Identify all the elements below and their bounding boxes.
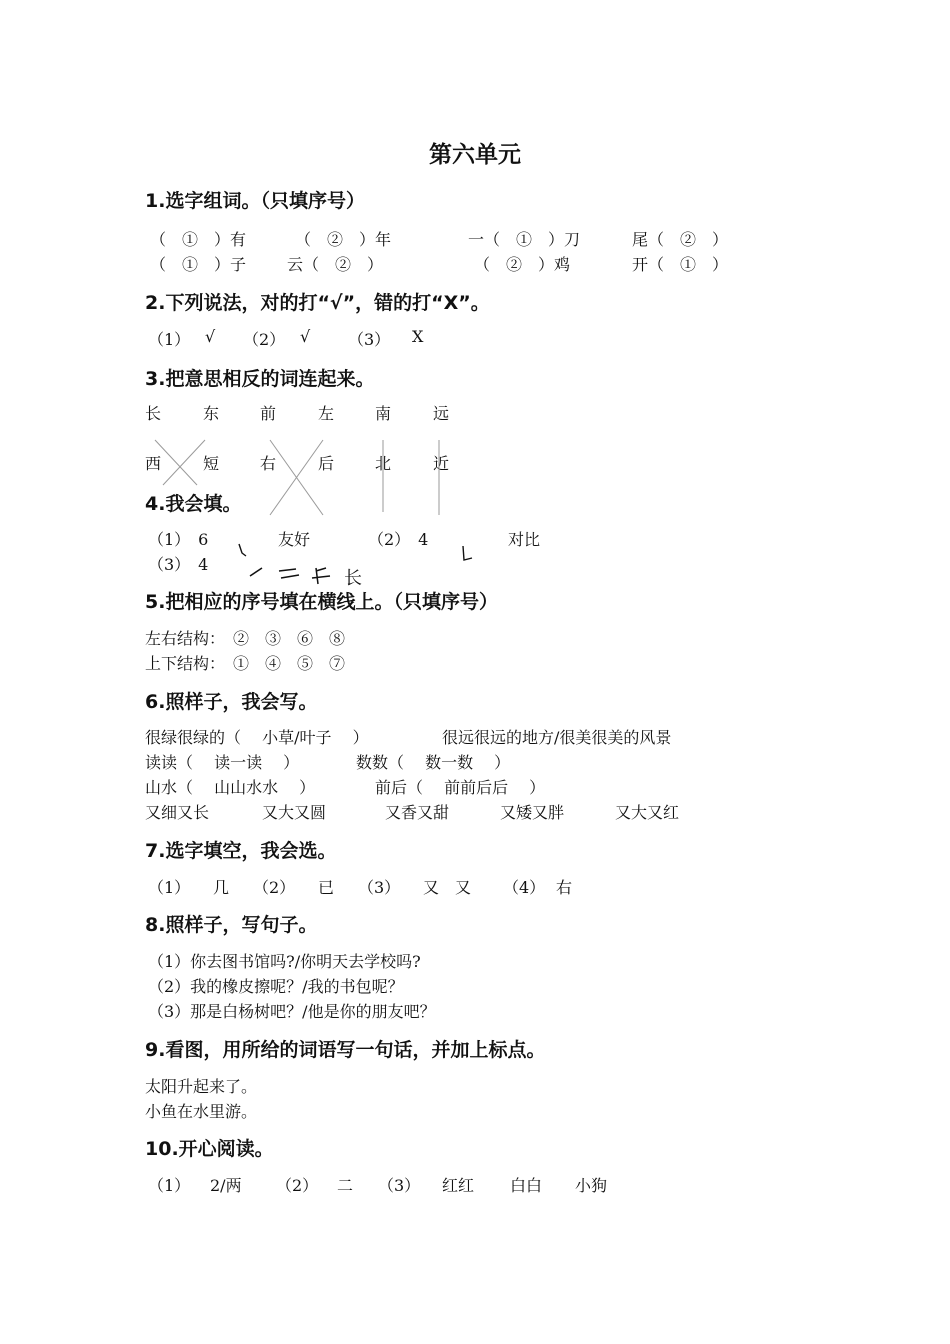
q10-answer: 2/两 [210, 1176, 242, 1195]
q1-item: （ ① ）有 [150, 230, 247, 249]
q1-item: （ ② ）鸡 [474, 255, 571, 274]
q6-item: 又细又长 [145, 803, 210, 822]
q8-line: （3）那是白杨树吧？/他是你的朋友吧？ [148, 1002, 436, 1021]
q6-heading: 6.照样子，我会写。 [145, 691, 318, 713]
q3-top-word: 长 [145, 404, 162, 423]
q6-item: 又大又圆 [262, 803, 327, 822]
q5-heading: 5.把相应的序号填在横线上。（只填序号） [145, 591, 498, 613]
q3-bottom-word: 后 [318, 454, 335, 473]
q3-bottom-word: 右 [260, 454, 277, 473]
q6-item: 又矮又胖 [500, 803, 565, 822]
q1-item: （ ① ）子 [150, 255, 247, 274]
page-title: 第六单元 [429, 142, 521, 168]
q7-answer: 几 [213, 878, 230, 897]
stroke-order-result: 长 [344, 568, 362, 589]
q1-item: 一（ ① ）刀 [468, 230, 581, 249]
q3-bottom-word: 近 [433, 454, 450, 473]
q1-item: 云（ ② ） [287, 255, 384, 274]
q7-answer: （1） [148, 878, 191, 897]
q5-line: 左右结构： ② ③ ⑥ ⑧ [145, 629, 346, 648]
q6-item: 又香又甜 [385, 803, 450, 822]
q3-top-word: 前 [260, 404, 277, 423]
q6-item: 前后（ 前前后后 ） [375, 778, 546, 797]
q3-top-word: 南 [375, 404, 392, 423]
q9-line: 小鱼在水里游。 [145, 1102, 258, 1121]
q10-answer: 红红 [442, 1176, 475, 1195]
q4-item: （1） 6 [148, 530, 209, 549]
q8-line: （2）我的橡皮擦呢？/我的书包呢？ [148, 977, 404, 996]
q8-heading: 8.照样子，写句子。 [145, 914, 318, 936]
q2-answer: （1） [148, 330, 191, 349]
q7-heading: 7.选字填空，我会选。 [145, 840, 337, 862]
q1-item: （ ② ）年 [295, 230, 392, 249]
q8-line: （1）你去图书馆吗?/你明天去学校吗? [148, 952, 421, 971]
q10-answer: 白白 [510, 1176, 543, 1195]
q3-top-word: 远 [433, 404, 450, 423]
q3-bottom-word: 短 [203, 454, 220, 473]
q5-line: 上下结构： ① ④ ⑤ ⑦ [145, 654, 346, 673]
q3-top-word: 左 [318, 404, 335, 423]
q7-answer: （2） [253, 878, 296, 897]
q3-bottom-word: 北 [375, 454, 392, 473]
q10-answer: （3） [378, 1176, 421, 1195]
q10-answer: 小狗 [575, 1176, 608, 1195]
q4-item: （2） 4 [368, 530, 429, 549]
q2-answer: √ [300, 327, 311, 346]
q10-answer: 二 [337, 1176, 354, 1195]
q10-answer: （1） [148, 1176, 191, 1195]
q3-top-word: 东 [203, 404, 220, 423]
q2-answer: （3） [348, 330, 391, 349]
q7-answer: （3） [358, 878, 401, 897]
q6-item: 数数（ 数一数 ） [356, 753, 511, 772]
q6-item: 山水（ 山山水水 ） [145, 778, 316, 797]
q4-heading: 4.我会填。 [145, 493, 242, 515]
q7-answer: 已 [318, 878, 335, 897]
q4-item: 对比 [508, 530, 541, 549]
q7-answer: 又 又 [423, 878, 472, 897]
q2-answer: X [412, 327, 424, 346]
q6-item: 又大又红 [615, 803, 680, 822]
q3-bottom-word: 西 [145, 454, 162, 473]
q7-answer: （4） [503, 878, 546, 897]
q2-answer: （2） [243, 330, 286, 349]
q9-line: 太阳升起来了。 [145, 1077, 258, 1096]
q6-item: 读读（ 读一读 ） [145, 753, 300, 772]
q4-item: （3） 4 [148, 555, 209, 574]
q10-heading: 10.开心阅读。 [145, 1138, 274, 1160]
q6-item: 很绿很绿的（ 小草/叶子 ） [145, 728, 369, 747]
q9-heading: 9.看图，用所给的词语写一句话，并加上标点。 [145, 1039, 546, 1061]
q7-answer: 右 [556, 878, 573, 897]
q3-heading: 3.把意思相反的词连起来。 [145, 368, 375, 390]
q2-heading: 2.下列说法，对的打“√”，错的打“X”。 [145, 292, 490, 314]
q4-item: 友好 [278, 530, 311, 549]
q10-answer: （2） [276, 1176, 319, 1195]
q1-item: 尾（ ② ） [632, 230, 729, 249]
q6-item: 很远很远的地方/很美很美的风景 [442, 728, 672, 747]
q2-answer: √ [205, 327, 216, 346]
q1-item: 开（ ① ） [632, 255, 729, 274]
q1-heading: 1.选字组词。（只填序号） [145, 190, 365, 212]
